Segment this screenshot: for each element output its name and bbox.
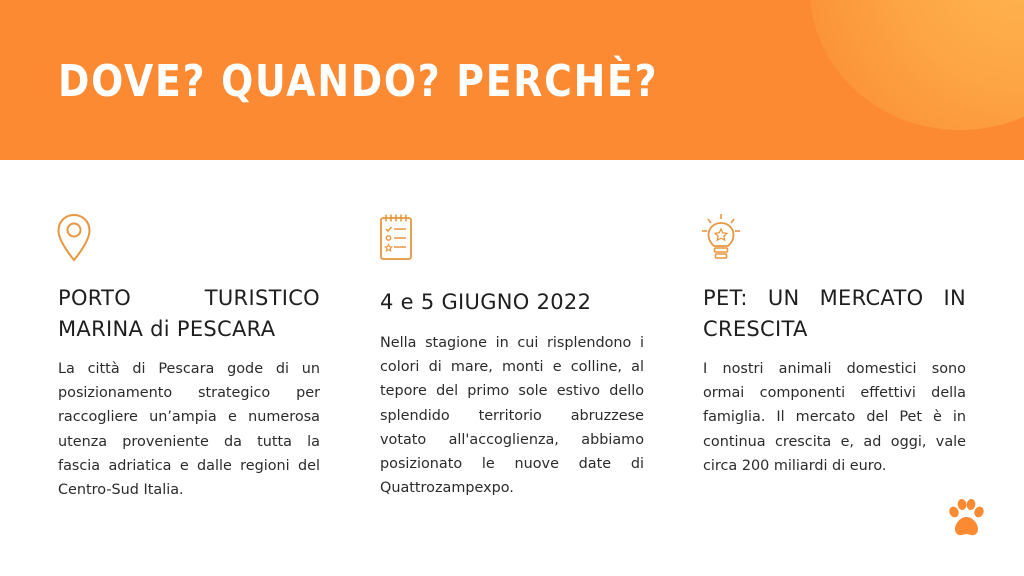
- paw-print-icon: [945, 498, 987, 538]
- column-text: La città di Pescara gode di un posizionamento strategico per raccogliere un’ampia e numerosa utenza proveniente da tutta la fascia adriatica e dalle regioni del Centro-Sud Italia.: [58, 361, 320, 499]
- banner-decoration: [810, 0, 1024, 130]
- header-banner: [0, 0, 1024, 160]
- column-text: Nella stagione in cui risplendono i colori di mare, monti e colline, al tepore del primo sole estivo dello splendido territorio abruzzese votato all'accoglienza, abbiamo posizionato le nuove date di Quattrozampexpo.: [380, 335, 644, 497]
- column-heading: PET: UN MERCATO IN CRESCITA: [703, 286, 966, 341]
- notepad-checklist-icon: [378, 213, 414, 261]
- lightbulb-star-icon: [700, 213, 742, 263]
- column-heading: 4 e 5 GIUGNO 2022: [380, 290, 592, 314]
- page-title: DOVE? QUANDO? PERCHÈ?: [58, 56, 659, 107]
- location-pin-icon: [56, 213, 92, 263]
- column-text: I nostri animali domestici sono ormai componenti effettivi della famiglia. Il mercato del Pet è in continua crescita e, ad oggi, vale circa 200 miliardi di euro.: [703, 361, 966, 474]
- column-heading: PORTO TURISTICO MARINA di PESCARA: [58, 286, 320, 341]
